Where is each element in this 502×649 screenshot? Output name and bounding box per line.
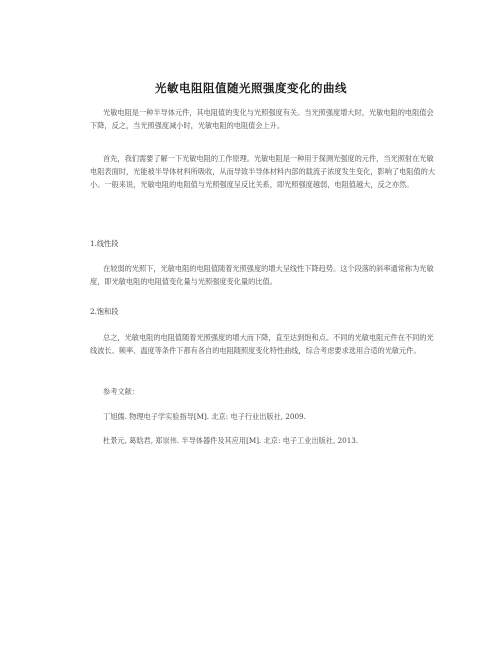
saturation-section-heading: 2.饱和段 (90, 307, 119, 316)
document-title: 光敏电阻阻值随光照强度变化的曲线 (155, 81, 347, 95)
references-heading: 参考文献： (103, 387, 139, 396)
intro-paragraph: 光敏电阻是一种半导体元件，其电阻值的变化与光照强度有关。当光照强度增大时，光敏电阻的电阻值会下降，反之，当光照强度减小时，光敏电阻的电阻值会上升。 (90, 108, 434, 130)
linear-section-heading: 1.线性段 (90, 239, 119, 248)
principle-paragraph: 首先，我们需要了解一下光敏电阻的工作原理。光敏电阻是一种用于探测光强度的元件，当光照射在光敏电阻表面时，光能被半导体材料所吸收，从而导致半导体材料内部的载流子浓度发生变化，影响了电阻值的大小。一般来说，光敏电阻的电阻值与光照强度呈反比关系，即光照强度越弱，电阻值越大，反之亦然。 (90, 154, 436, 189)
saturation-section-paragraph: 总之，光敏电阻的电阻值随着光照强度的增大而下降，直至达到饱和点。不同的光敏电阻元件在不同的光线波长、频率、温度等条件下都有各自的电阻随照度变化特性曲线，综合考虑要求选用合适的光敏元件。 (90, 333, 434, 355)
linear-section-paragraph: 在较弱的光照下，光敏电阻的电阻值随着光照强度的增大呈线性下降趋势。这个段落的斜率通常称为光敏度，即光敏电阻的电阻值变化量与光照强度变化量的比值。 (90, 264, 434, 286)
reference-item: 丁旭儒. 物理电子学实验指导[M]. 北京: 电子行业出版社, 2009. (103, 412, 306, 421)
reference-item: 杜景元, 葛晗君, 郑崇伟. 半导体器件及其应用[M]. 北京: 电子工业出版社, 2013. (103, 436, 359, 445)
